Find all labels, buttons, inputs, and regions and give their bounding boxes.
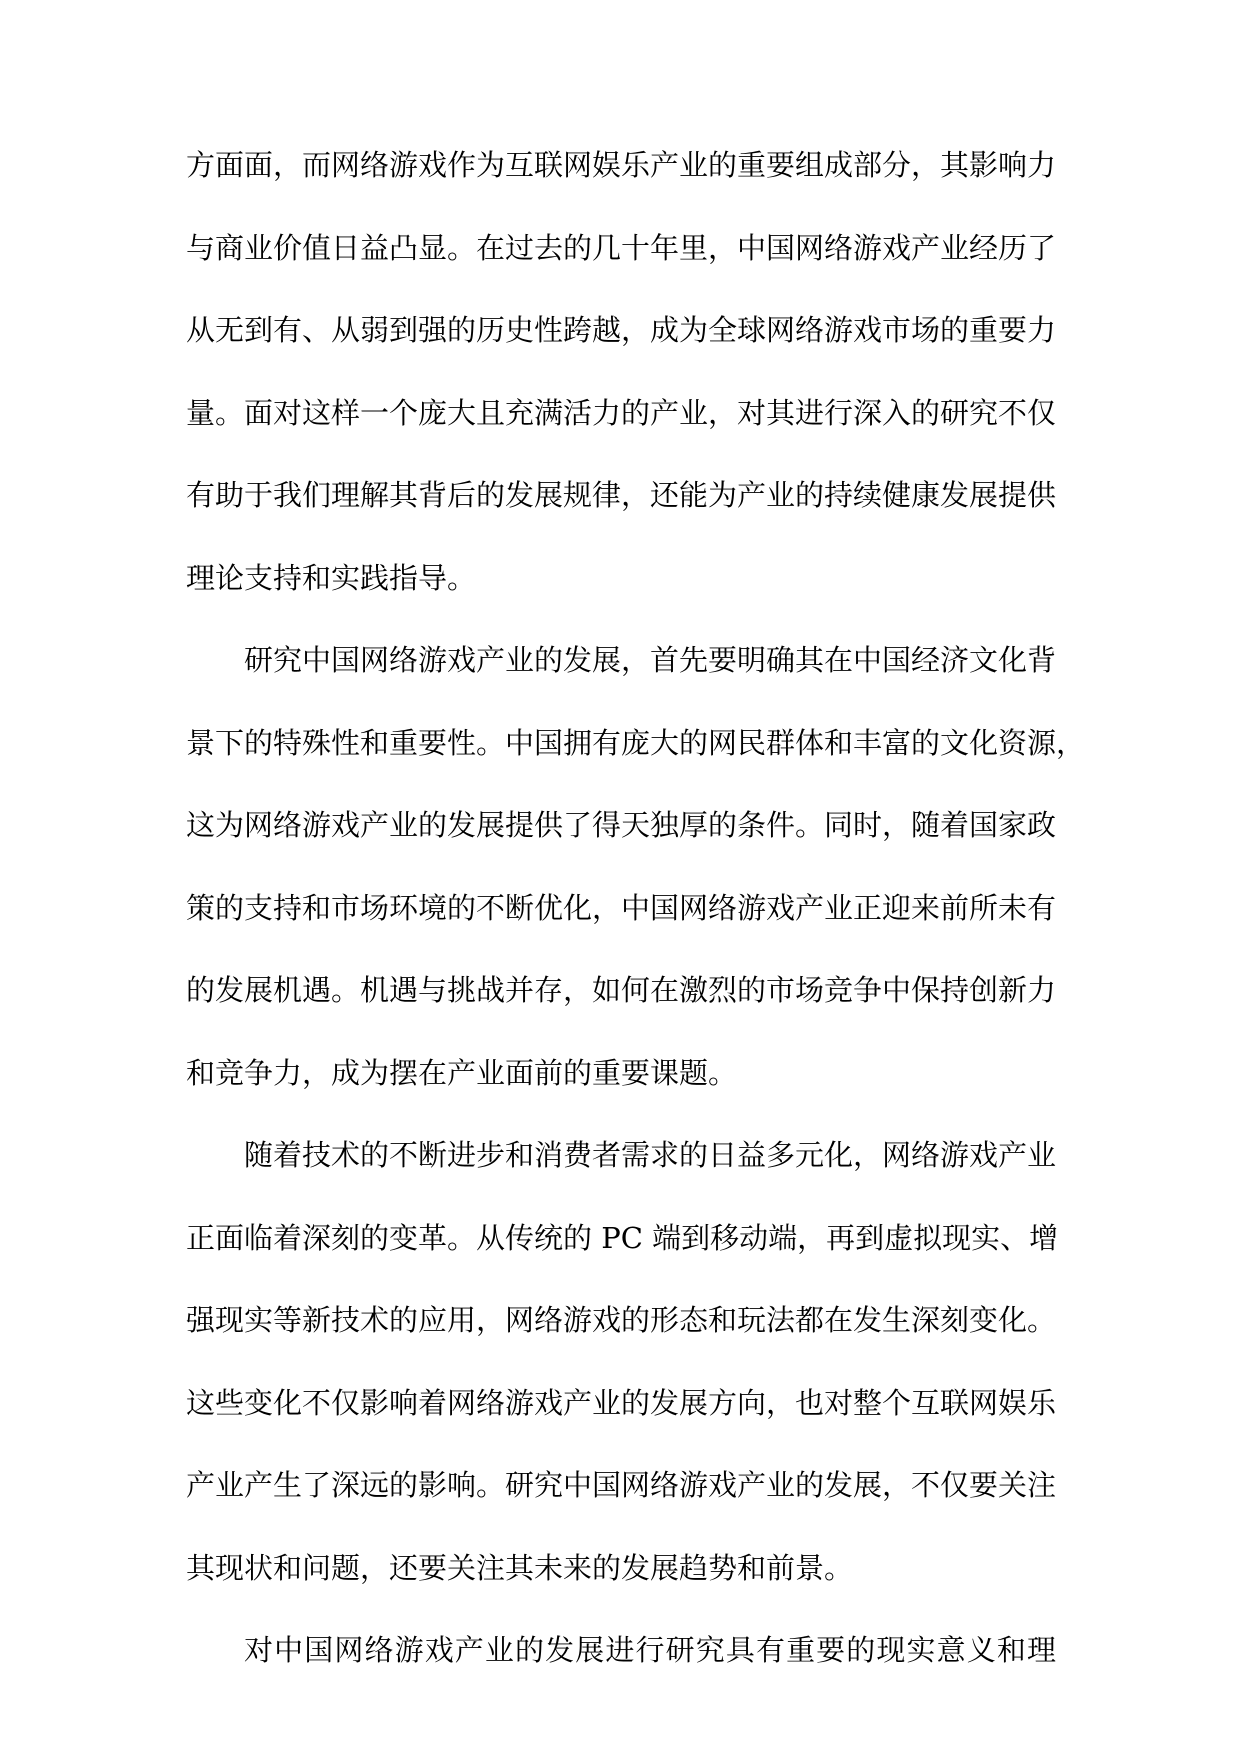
text-line: 正面临着深刻的变革。从传统的 PC 端到移动端，再到虚拟现实、增 — [186, 1220, 1059, 1255]
paragraph-first-line: 随着技术的不断进步和消费者需求的日益多元化，网络游戏产业 — [244, 1138, 1057, 1172]
text-line: 其现状和问题，还要关注其未来的发展趋势和前景。 — [186, 1550, 854, 1585]
text-line: 的发展机遇。机遇与挑战并存，如何在激烈的市场竞争中保持创新力 — [186, 973, 1057, 1007]
text-line: 有助于我们理解其背后的发展规律，还能为产业的持续健康发展提供 — [186, 478, 1057, 512]
body-text — [186, 148, 1086, 1716]
text-line: 强现实等新技术的应用，网络游戏的形态和玩法都在发生深刻变化。 — [186, 1303, 1057, 1337]
paragraph-first-line: 对中国网络游戏产业的发展进行研究具有重要的现实意义和理 — [244, 1633, 1056, 1667]
text-line: 景下的特殊性和重要性。中国拥有庞大的网民群体和丰富的文化资源， — [186, 725, 1086, 760]
text-line: 策的支持和市场环境的不断优化，中国网络游戏产业正迎来前所未有 — [186, 890, 1057, 925]
text-line: 这为网络游戏产业的发展提供了得天独厚的条件。同时，随着国家政 — [186, 808, 1057, 842]
text-line: 与商业价值日益凸显。在过去的几十年里，中国网络游戏产业经历了 — [186, 230, 1057, 265]
text-line: 从无到有、从弱到强的历史性跨越，成为全球网络游戏市场的重要力 — [186, 313, 1057, 347]
paragraph-first-line: 研究中国网络游戏产业的发展，首先要明确其在中国经济文化背 — [244, 643, 1057, 677]
text-line: 和竞争力，成为摆在产业面前的重要课题。 — [186, 1055, 738, 1090]
text-line: 产业产生了深远的影响。研究中国网络游戏产业的发展，不仅要关注 — [186, 1468, 1057, 1502]
text-line: 这些变化不仅影响着网络游戏产业的发展方向，也对整个互联网娱乐 — [186, 1385, 1057, 1420]
text-line: 理论支持和实践指导。 — [186, 560, 477, 595]
text-line: 方面面，而网络游戏作为互联网娱乐产业的重要组成部分，其影响力 — [186, 148, 1057, 182]
text-line: 量。面对这样一个庞大且充满活力的产业，对其进行深入的研究不仅 — [186, 395, 1057, 430]
